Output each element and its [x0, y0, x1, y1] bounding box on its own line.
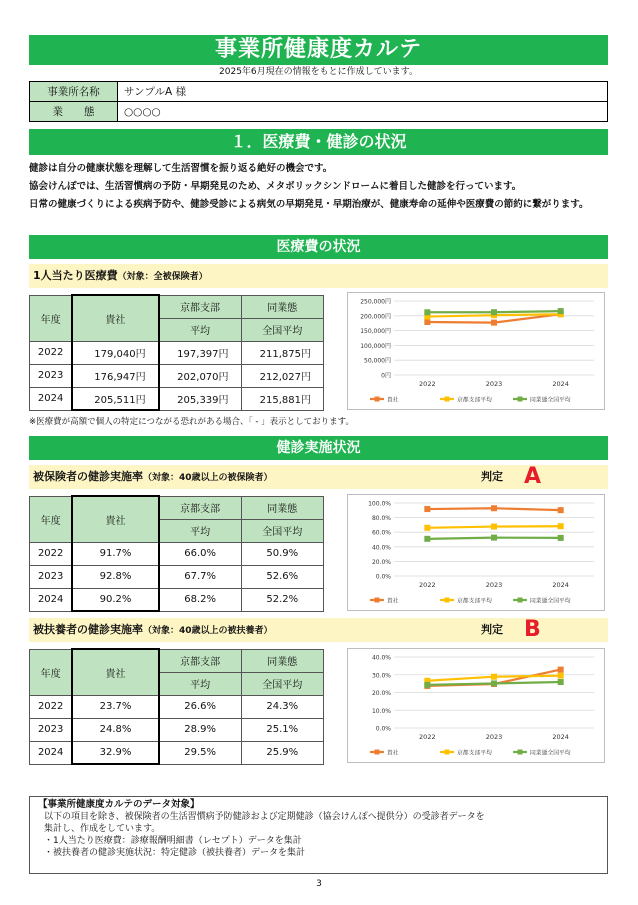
data-target-line-1: 以下の項目を除き、被保険者の生活習慣病予防健診および定期健診（協会けんぽへ提供分）の受診者データを — [44, 812, 485, 822]
data-point — [424, 536, 430, 542]
y-tick-label: 80.0% — [371, 515, 391, 523]
table-row — [30, 341, 324, 364]
branch-cell: 197,397円 — [159, 341, 241, 364]
data-point — [558, 308, 564, 314]
medical-subtitle-bar — [29, 264, 608, 288]
year-header: 年度 — [30, 496, 73, 542]
table-row — [30, 718, 324, 741]
industry-cell: 215,881円 — [241, 387, 323, 410]
y-tick-label: 20.0% — [371, 558, 391, 566]
y-tick-label: 20.0% — [371, 690, 391, 697]
industry-header-1: 同業態 — [241, 649, 323, 672]
own-header: 貴社 — [72, 649, 158, 695]
medical-cost-table — [29, 294, 324, 411]
x-tick-label: 2024 — [552, 380, 569, 388]
data-point — [558, 507, 564, 513]
medical-cost-chart-svg — [348, 293, 604, 409]
year-header: 年度 — [30, 295, 73, 341]
dependent-grade: B — [524, 617, 541, 642]
year-cell: 2024 — [30, 741, 73, 764]
legend-label: 貴社 — [387, 397, 399, 404]
own-header: 貴社 — [72, 496, 158, 542]
legend-label: 同業態全国平均 — [530, 598, 571, 605]
data-point — [491, 524, 497, 530]
y-tick-label: 200,000円 — [360, 313, 391, 321]
data-point — [491, 535, 497, 541]
dependent-subtitle-bar — [29, 618, 608, 642]
page-title: 事業所健康度カルテ — [29, 35, 608, 65]
own-cell: 176,947円 — [72, 364, 158, 387]
industry-header-2: 全国平均 — [241, 318, 323, 341]
legend-label: 京都支部平均 — [457, 750, 492, 757]
insured-subtitle-bar — [29, 465, 608, 489]
table-row — [30, 387, 324, 410]
legend-marker — [445, 750, 450, 755]
own-cell: 91.7% — [72, 542, 158, 565]
industry-cell: 50.9% — [241, 542, 323, 565]
medical-subtitle-note: （対象：全被保険者） — [117, 272, 208, 282]
x-tick-label: 2024 — [552, 581, 569, 589]
data-target-line-3: ・1人当たり医療費：診療報酬明細書（レセプト）データを集計 — [44, 836, 302, 846]
branch-header-2: 平均 — [159, 519, 241, 542]
table-row — [30, 695, 324, 718]
industry-cell: 25.9% — [241, 741, 323, 764]
industry-cell: 212,027円 — [241, 364, 323, 387]
dependent-checkup-table — [29, 648, 324, 765]
data-target-line-4: ・被扶養者の健診実施状況：特定健診（被扶養者）データを集計 — [44, 848, 306, 858]
intro-line-3: 日常の健康づくりによる疾病予防や、健診受診による病気の早期発見・早期治療が、健康寿命の延伸や医療費の節約に繋がります。 — [29, 199, 589, 210]
y-tick-label: 0.0% — [375, 573, 391, 581]
y-tick-label: 250,000円 — [360, 298, 391, 306]
own-cell: 90.2% — [72, 588, 158, 611]
legend-marker — [518, 750, 523, 755]
y-tick-label: 0.0% — [375, 725, 391, 733]
y-tick-label: 10.0% — [371, 707, 391, 715]
data-target-line-2: 集計し、作成をしています。 — [44, 824, 161, 834]
data-point — [491, 680, 497, 686]
medical-cost-chart — [347, 292, 605, 410]
data-point — [424, 525, 430, 531]
insured-checkup-table — [29, 495, 324, 612]
data-point — [424, 682, 430, 688]
branch-cell: 29.5% — [159, 741, 241, 764]
year-cell: 2023 — [30, 718, 73, 741]
table-row — [30, 542, 324, 565]
dependent-checkup-chart-svg — [348, 649, 604, 762]
data-point — [558, 667, 564, 673]
dependent-checkup-chart — [347, 648, 605, 763]
dependent-subtitle-note: （対象：40歳以上の被扶養者） — [143, 626, 273, 636]
page-number: 3 — [316, 879, 322, 889]
branch-cell: 205,339円 — [159, 387, 241, 410]
y-tick-label: 50,000円 — [364, 357, 391, 365]
data-point — [491, 309, 497, 315]
y-tick-label: 100.0% — [368, 500, 391, 508]
section1-title: １．医療費・健診の状況 — [29, 129, 608, 155]
branch-cell: 67.7% — [159, 565, 241, 588]
data-point — [558, 523, 564, 529]
x-tick-label: 2024 — [552, 733, 569, 741]
medical-subtitle: 1人当たり医療費 — [33, 269, 118, 282]
office-name-value: サンプルA 様 — [118, 82, 608, 102]
table-row — [30, 588, 324, 611]
x-tick-label: 2023 — [485, 581, 503, 589]
own-cell: 179,040円 — [72, 341, 158, 364]
insured-hantei-label: 判定 — [481, 470, 503, 483]
data-point — [558, 679, 564, 685]
data-point — [558, 535, 564, 541]
page-subtitle: 2025年6月現在の情報をもとに作成しています。 — [219, 67, 418, 77]
legend-marker — [445, 598, 450, 603]
industry-cell: 25.1% — [241, 718, 323, 741]
table-row — [30, 741, 324, 764]
data-point — [491, 320, 497, 326]
data-point — [424, 309, 430, 315]
branch-cell: 26.6% — [159, 695, 241, 718]
branch-header-2: 平均 — [159, 672, 241, 695]
branch-header-1: 京都支部 — [159, 496, 241, 519]
legend-marker — [375, 750, 380, 755]
insured-subtitle-note: （対象：40歳以上の被保険者） — [143, 473, 273, 483]
branch-header-1: 京都支部 — [159, 649, 241, 672]
data-point — [491, 674, 497, 680]
y-tick-label: 150,000円 — [360, 328, 391, 336]
legend-marker — [518, 598, 523, 603]
data-point — [424, 319, 430, 325]
own-cell: 24.8% — [72, 718, 158, 741]
own-cell: 32.9% — [72, 741, 158, 764]
own-header: 貴社 — [72, 295, 158, 341]
industry-cell: 211,875円 — [241, 341, 323, 364]
year-cell: 2024 — [30, 387, 73, 410]
x-tick-label: 2023 — [485, 733, 503, 741]
medical-section-title: 医療費の状況 — [29, 235, 608, 259]
legend-marker — [375, 598, 380, 603]
data-point — [558, 673, 564, 679]
x-tick-label: 2023 — [485, 380, 503, 388]
data-point — [424, 506, 430, 512]
industry-header-2: 全国平均 — [241, 672, 323, 695]
branch-cell: 202,070円 — [159, 364, 241, 387]
x-tick-label: 2022 — [419, 581, 436, 589]
legend-label: 貴社 — [387, 598, 399, 605]
y-tick-label: 30.0% — [371, 672, 391, 680]
industry-cell: 52.6% — [241, 565, 323, 588]
insured-checkup-chart-svg — [348, 495, 604, 610]
data-point — [491, 505, 497, 511]
data-target-title: 【事業所健康度カルテのデータ対象】 — [38, 799, 200, 810]
dependent-hantei-label: 判定 — [481, 623, 503, 636]
table-row — [30, 364, 324, 387]
industry-cell: 52.2% — [241, 588, 323, 611]
intro-line-1: 健診は自分の健康状態を理解して生活習慣を振り返る絶好の機会です。 — [29, 163, 333, 174]
branch-header-2: 平均 — [159, 318, 241, 341]
business-type-label: 業 態 — [30, 102, 118, 122]
branch-cell: 66.0% — [159, 542, 241, 565]
x-tick-label: 2022 — [419, 733, 436, 741]
checkup-section-title: 健診実施状況 — [29, 436, 608, 460]
branch-cell: 68.2% — [159, 588, 241, 611]
y-tick-label: 40.0% — [371, 654, 391, 662]
industry-header-1: 同業態 — [241, 496, 323, 519]
y-tick-label: 40.0% — [371, 544, 391, 552]
industry-header-1: 同業態 — [241, 295, 323, 318]
office-name-label: 事業所名称 — [30, 82, 118, 102]
table-row — [30, 565, 324, 588]
office-info-table — [29, 81, 608, 122]
year-header: 年度 — [30, 649, 73, 695]
legend-marker — [518, 397, 523, 402]
dependent-subtitle: 被扶養者の健診実施率 — [33, 623, 143, 636]
legend-label: 同業態全国平均 — [530, 397, 571, 404]
industry-cell: 24.3% — [241, 695, 323, 718]
year-cell: 2022 — [30, 542, 73, 565]
y-tick-label: 100,000円 — [360, 342, 391, 350]
branch-header-1: 京都支部 — [159, 295, 241, 318]
insured-grade: A — [524, 464, 542, 489]
section1-intro — [29, 160, 608, 214]
year-cell: 2022 — [30, 341, 73, 364]
legend-label: 京都支部平均 — [457, 397, 492, 404]
insured-checkup-chart — [347, 494, 605, 611]
own-cell: 23.7% — [72, 695, 158, 718]
year-cell: 2024 — [30, 588, 73, 611]
y-tick-label: 0円 — [381, 372, 391, 380]
branch-cell: 28.9% — [159, 718, 241, 741]
own-cell: 205,511円 — [72, 387, 158, 410]
x-tick-label: 2022 — [419, 380, 436, 388]
business-type-value: ○○○○ — [118, 102, 608, 122]
insured-subtitle: 被保険者の健診実施率 — [33, 470, 143, 483]
legend-label: 同業態全国平均 — [530, 750, 571, 757]
own-cell: 92.8% — [72, 565, 158, 588]
year-cell: 2023 — [30, 364, 73, 387]
legend-label: 京都支部平均 — [457, 598, 492, 605]
industry-header-2: 全国平均 — [241, 519, 323, 542]
medical-note: ※医療費が高額で個人の特定につながる恐れがある場合、「 - 」表示としております。 — [29, 417, 354, 427]
legend-marker — [375, 397, 380, 402]
legend-marker — [445, 397, 450, 402]
year-cell: 2023 — [30, 565, 73, 588]
intro-line-2: 協会けんぽでは、生活習慣病の予防・早期発見のため、メタボリックシンドロームに着目した健診を行っています。 — [29, 181, 522, 192]
data-target-box — [29, 796, 608, 874]
y-tick-label: 60.0% — [371, 529, 391, 537]
legend-label: 貴社 — [387, 750, 399, 757]
year-cell: 2022 — [30, 695, 73, 718]
